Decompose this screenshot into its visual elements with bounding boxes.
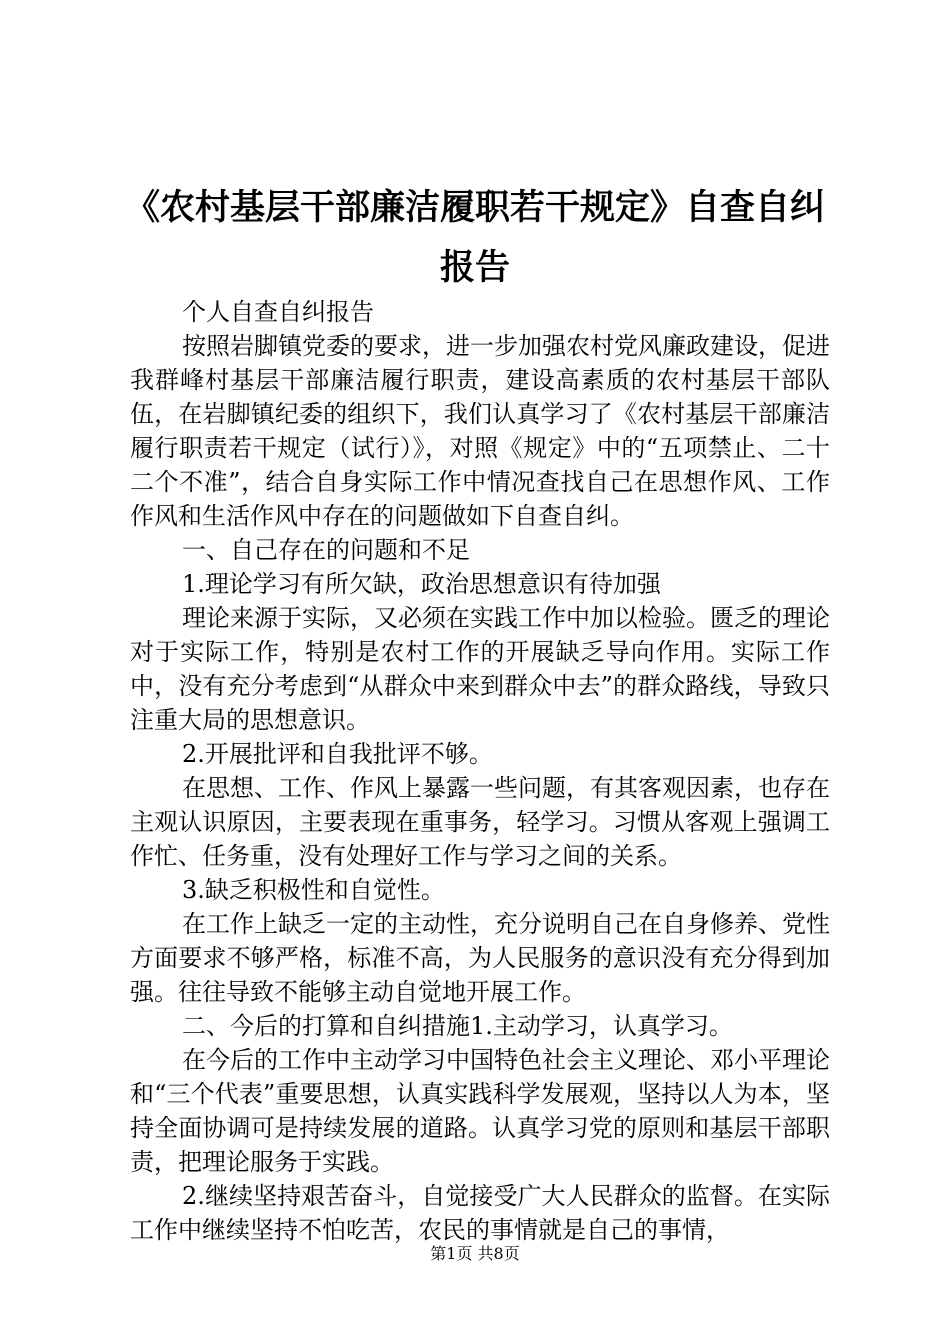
measure-paragraph-1: 在今后的工作中主动学习中国特色社会主义理论、邓小平理论和“三个代表”重要思想，认真实践科学发展观，坚持以人为本，坚持全面协调可是持续发展的道路。认真学习党的原则和基层干部职责，把理论服务于实践。	[130, 1046, 830, 1176]
report-subtitle: 个人自查自纠报告	[182, 298, 374, 326]
measure-paragraph-2: 2.继续坚持艰苦奋斗，自觉接受广大人民群众的监督。在实际工作中继续坚持不怕吃苦，农民的事情就是自己的事情，	[130, 1182, 830, 1244]
document-body	[130, 295, 830, 1247]
document-title-line1: 《农村基层干部廉洁履职若干规定》自查自纠	[124, 187, 825, 228]
page-indicator: 第1页 共8页	[430, 1244, 520, 1263]
problem-paragraph-2: 在思想、工作、作风上暴露一些问题，有其客观因素，也存在主观认识原因，主要表现在重事务，轻学习。习惯从客观上强调工作忙、任务重，没有处理好工作与学习之间的关系。	[130, 774, 830, 870]
problem-paragraph-1: 理论来源于实际，又必须在实践工作中加以检验。匮乏的理论对于实际工作，特别是农村工作的开展缺乏导向作用。实际工作中，没有充分考虑到“从群众中来到群众中去”的群众路线，导致只注重大局的思想意识。	[130, 604, 830, 734]
problem-heading-3: 3.缺乏积极性和自觉性。	[182, 876, 445, 904]
problem-heading-1: 1.理论学习有所欠缺，政治思想意识有待加强	[182, 570, 661, 598]
intro-paragraph: 按照岩脚镇党委的要求，进一步加强农村党风廉政建设，促进我群峰村基层干部廉洁履行职责，建设高素质的农村基层干部队伍，在岩脚镇纪委的组织下，我们认真学习了《农村基层干部廉洁履行职责若干规定（试行）》，对照《规定》中的“五项禁止、二十二个不准”，结合自身实际工作中情况查找自己在思想作风、工作作风和生活作风中存在的问题做如下自查自纠。	[130, 332, 830, 530]
problem-paragraph-3: 在工作上缺乏一定的主动性，充分说明自己在自身修养、党性方面要求不够严格，标准不高，为人民服务的意识没有充分得到加强。往往导致不能够主动自觉地开展工作。	[130, 910, 830, 1006]
document-title-line2: 报告	[439, 247, 510, 288]
section-heading-problems: 一、自己存在的问题和不足	[182, 536, 470, 564]
section-heading-measures: 二、今后的打算和自纠措施1.主动学习，认真学习。	[182, 1012, 733, 1040]
problem-heading-2: 2.开展批评和自我批评不够。	[182, 740, 493, 768]
